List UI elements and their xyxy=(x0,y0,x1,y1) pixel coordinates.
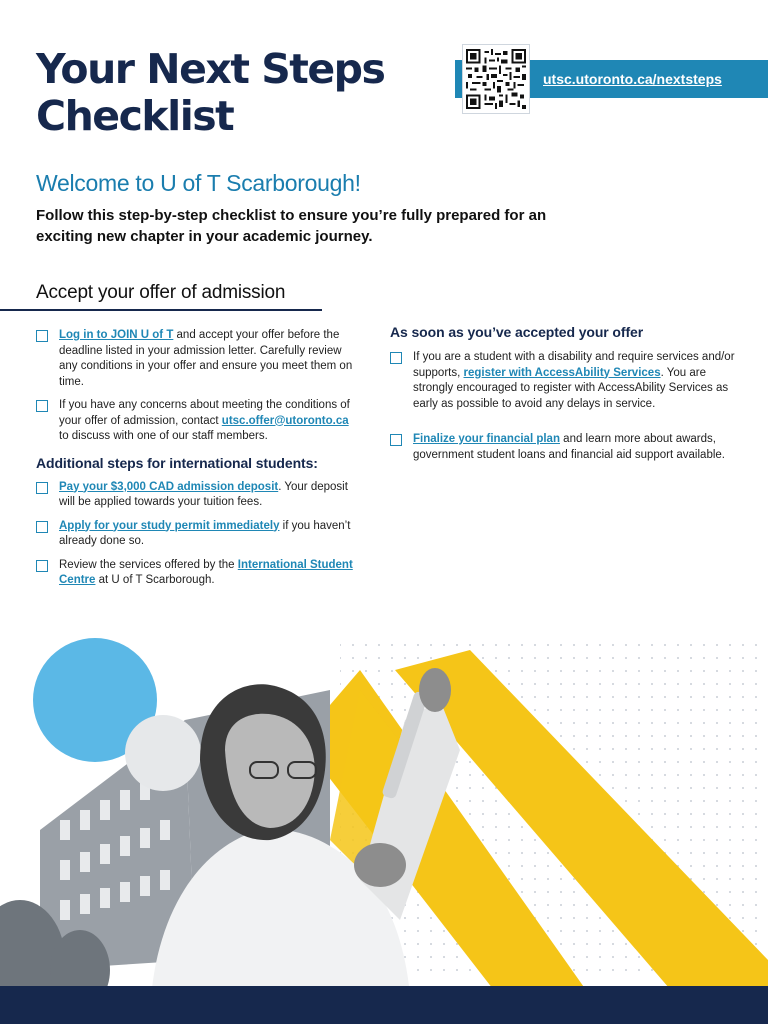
checklist-item-deposit xyxy=(36,480,358,511)
section-divider xyxy=(0,309,322,311)
item-text: at U of T Scarborough. xyxy=(95,574,215,586)
item-text: and accept your offer before the deadline listed in your admission letter. Carefully review any conditions in your offer and ensure you meet them on time. xyxy=(59,329,353,388)
offer-email-link[interactable]: utsc.offer@utoronto.ca xyxy=(221,414,349,427)
left-column xyxy=(36,328,358,597)
accessability-link[interactable]: register with AccessAbility Services xyxy=(463,366,661,379)
title-line-1: Your Next Steps xyxy=(36,45,385,93)
accepted-offer-heading: As soon as you’ve accepted your offer xyxy=(390,324,644,340)
checklist-item-accessability xyxy=(390,350,740,412)
study-permit-link[interactable]: Apply for your study permit immediately xyxy=(59,519,280,532)
checkbox[interactable] xyxy=(36,400,48,412)
checklist-item-join xyxy=(36,328,358,390)
checklist-item-isc xyxy=(36,558,358,589)
checkbox[interactable] xyxy=(36,521,48,533)
deposit-link[interactable]: Pay your $3,000 CAD admission deposit xyxy=(59,480,279,493)
section-title: Accept your offer of admission xyxy=(36,282,286,303)
page-title xyxy=(36,46,384,140)
financial-plan-link[interactable]: Finalize your financial plan xyxy=(413,433,560,445)
item-text: and learn more about awards, government student loans and financial aid support available. xyxy=(413,433,725,461)
item-text: Review the services offered by the xyxy=(59,558,238,571)
welcome-heading: Welcome to U of T Scarborough! xyxy=(36,170,361,196)
item-text: if you haven’t already done so. xyxy=(59,519,351,547)
nextsteps-url-link[interactable]: utsc.utoronto.ca/nextsteps xyxy=(543,71,722,87)
isc-link[interactable]: International Student Centre xyxy=(59,558,353,586)
join-uoft-link[interactable]: Log in to JOIN U of T xyxy=(59,329,174,341)
item-text: . Your deposit will be applied towards your tuition fees. xyxy=(59,480,348,508)
checkbox[interactable] xyxy=(390,352,402,364)
item-text: . You are strongly encouraged to register with AccessAbility Services as early as possible to avoid any delays in service. xyxy=(413,366,729,410)
checkbox[interactable] xyxy=(36,560,48,572)
checklist-item-financial xyxy=(390,432,740,463)
item-text: to discuss with one of our staff members. xyxy=(59,430,268,442)
checkbox[interactable] xyxy=(36,482,48,494)
title-line-2: Checklist xyxy=(36,92,234,140)
checkbox[interactable] xyxy=(36,330,48,342)
international-heading: Additional steps for international students: xyxy=(36,454,318,471)
checklist-item-permit xyxy=(36,519,358,550)
qr-code-icon[interactable] xyxy=(462,44,530,114)
checklist-item-concerns xyxy=(36,398,358,445)
student-pipette-illustration xyxy=(0,630,768,1024)
item-text: If you have any concerns about meeting the conditions of your offer of admission, contact xyxy=(59,399,350,427)
intro-text: Follow this step-by-step checklist to ensure you’re fully prepared for an exciting new chapter in your academic journey. xyxy=(36,207,547,245)
checkbox[interactable] xyxy=(390,434,402,446)
right-column xyxy=(390,324,740,471)
item-text: If you are a student with a disability and require services and/or supports, xyxy=(413,351,735,379)
